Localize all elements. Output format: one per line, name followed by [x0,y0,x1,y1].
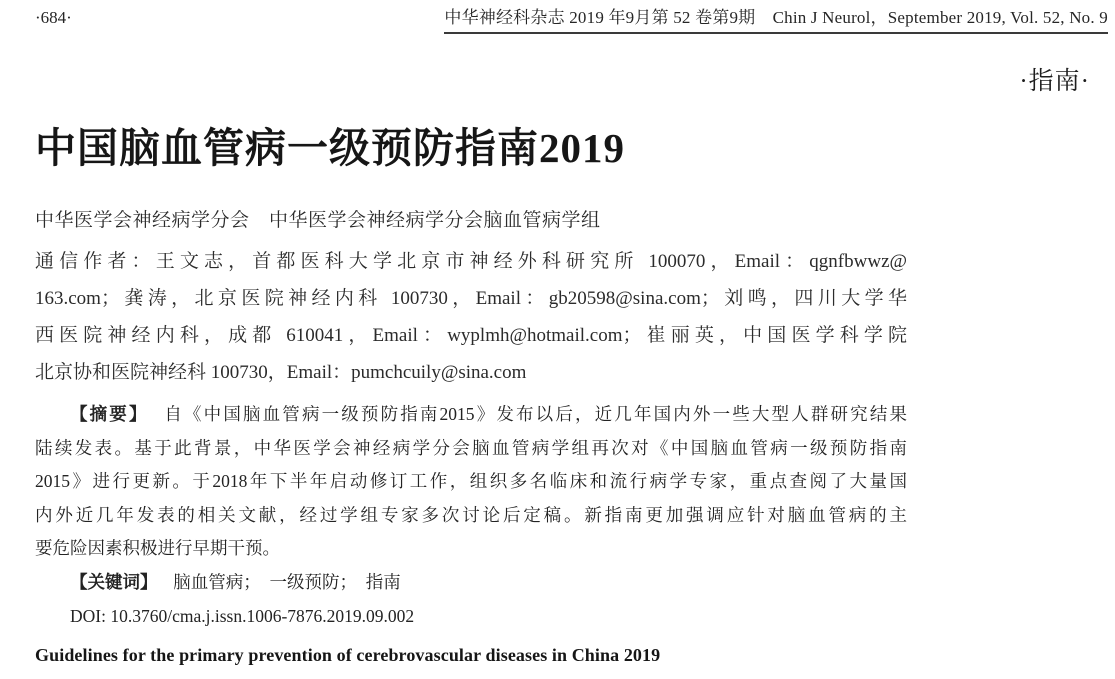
running-head [35,8,1108,34]
doi: DOI: 10.3760/cma.j.issn.1006-7876.2019.09.002 [70,605,415,626]
correspondence-line: 163.com；龚涛，北京医院神经内科 100730，Email：gb20598@sina.com；刘鸣，四川大学华 [35,288,907,309]
english-title: Guidelines for the primary prevention of cerebrovascular diseases in China 2019 [35,645,661,666]
abstract-label: 【摘要】 [70,404,149,424]
abstract-line: 内外近几年发表的相关文献，经过学组专家多次讨论后定稿。新指南更加强调应针对脑血管病的主 [35,504,907,525]
correspondence-line: 通信作者：王文志，首都医科大学北京市神经外科研究所 100070，Email：qgnfbwwz@ [35,251,907,272]
article-title: 中国脑血管病一级预防指南2019 [35,125,625,171]
keywords-line [35,566,907,600]
article-content [35,122,907,633]
page-number: ·684· [35,8,72,27]
abstract-block [35,398,907,566]
keywords-text: 脑血管病； 一级预防； 指南 [173,571,401,592]
authors-line: 中华医学会神经病学分会 中华医学会神经病学分会脑血管病学组 [35,210,601,231]
abstract-line: 陆续发表。基于此背景，中华医学会神经病学分会脑血管病学组再次对《中国脑血管病一级预防指南 [35,437,907,458]
journal-citation: 中华神经科杂志 2019 年9月第 52 卷第9期 Chin J Neurol，September 2019, Vol. 52, No. 9 [444,8,1108,34]
keywords-label: 【关键词】 [70,571,158,592]
abstract-line: 要危险因素积极进行早期干预。 [35,538,280,559]
abstract-text: 自《中国脑血管病一级预防指南2015》发布以后，近几年国内外一些大型人群研究结果 [164,404,907,424]
abstract-first-line [35,398,907,432]
correspondence-line: 西医院神经内科，成都 610041，Email：wyplmh@hotmail.com；崔丽英，中国医学科学院 [35,325,907,346]
correspondence-line: 北京协和医院神经科 100730，Email：pumchcuily@sina.com [35,362,527,383]
abstract-line: 2015》进行更新。于2018年下半年启动修订工作，组织多名临床和流行病学专家，重点查阅了大量国 [35,471,907,492]
correspondence-block [35,243,907,391]
section-marker: ·指南· [1019,68,1090,95]
